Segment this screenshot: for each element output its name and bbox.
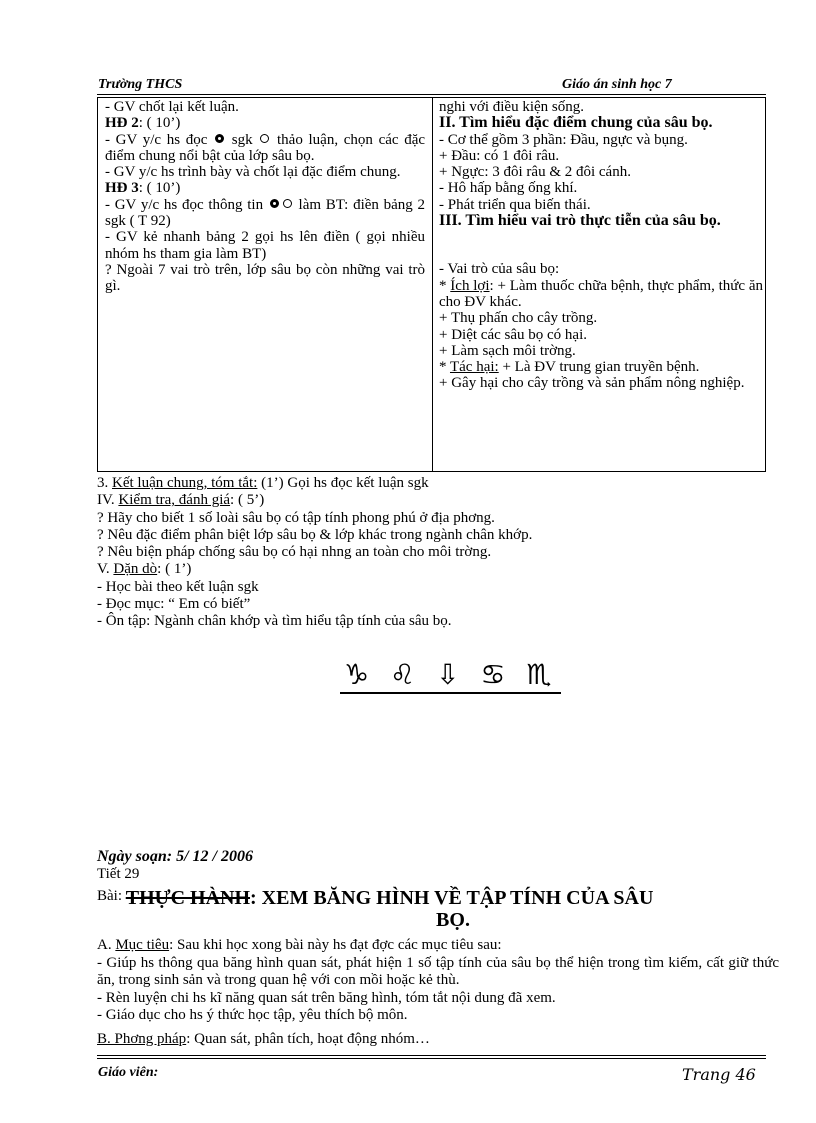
benefit-label: Ích lợi: [450, 277, 490, 294]
right-line: [439, 359, 763, 375]
footer-rule: [97, 1055, 766, 1056]
body-line: [97, 475, 777, 492]
title-label: Bài:: [97, 888, 126, 904]
text-part: V.: [97, 561, 114, 578]
right-line: + Ngực: 3 đôi râu & 2 đôi cánh.: [439, 164, 631, 181]
table-left-column: [105, 99, 425, 295]
text-part: thảo luận, chọn các đặc điểm chung nổi bật của lớp sâu bọ.: [105, 131, 426, 164]
filled-ring-icon: [215, 134, 224, 143]
text-part: *: [439, 277, 451, 294]
lesson-body: [97, 475, 777, 631]
objective-item: - Giúp hs thông qua băng hình quan sát, phát hiện 1 số tập tính của sâu bọ thể hiện trong tìm kiếm, cất giữ thức ăn, trong sinh sản và trong quan hệ với con mồi hoặc kẻ thù.: [97, 954, 779, 988]
decorative-symbols: ♑ ♌ ⇩ ♋ ♏: [340, 658, 561, 694]
text-part: - GV y/c hs đọc: [105, 131, 208, 148]
body-line: - Ôn tập: Ngành chân khớp và tìm hiểu tập tính của sâu bọ.: [97, 613, 452, 630]
right-line: + Đầu: có 1 đôi râu.: [439, 147, 560, 164]
lesson-title: [97, 885, 779, 909]
ring-icon: [260, 134, 269, 143]
left-line: - GV kẻ nhanh bảng 2 gọi hs lên điền ( gọi nhiều nhóm hs tham gia làm BT): [105, 229, 425, 262]
right-line: [439, 278, 763, 311]
period: Tiết 29: [97, 865, 140, 882]
lesson-title-cont: BỌ.: [436, 909, 470, 931]
text-part: làm BT: điền bảng 2 sgk ( T 92): [105, 196, 426, 230]
text-part: : ( 5’): [230, 492, 265, 509]
text-part: IV.: [97, 492, 119, 509]
section-label: Kết luận chung, tóm tắt:: [112, 475, 258, 491]
body-line: - Đọc mục: “ Em có biết”: [97, 596, 251, 613]
body-line: - Học bài theo kết luận sgk: [97, 578, 259, 595]
filled-ring-icon: [270, 199, 279, 208]
section-heading-iii: III. Tìm hiểu vai trò thực tiễn của sâu bọ.: [439, 212, 721, 230]
header-subject: Giáo án sinh học 7: [562, 77, 672, 92]
text-part: : Quan sát, phân tích, hoạt động nhóm…: [186, 1030, 430, 1047]
text-part: : ( 1’): [157, 561, 192, 578]
footer-page: Trang 46: [682, 1065, 756, 1084]
text-part: : Sau khi học xong bài này hs đạt đợc các mục tiêu sau:: [169, 937, 502, 953]
method-line: [97, 1031, 779, 1049]
text-part: sgk: [231, 131, 253, 148]
title-struck: THỰC HÀNH: [125, 887, 251, 909]
text-part: : + Làm thuốc chữa bệnh, thực phẩm, thức ăn cho ĐV khác.: [439, 277, 764, 310]
right-line: + Gây hại cho cây trồng và sản phẩm nông nghiệp.: [439, 375, 745, 392]
right-line: + Diệt các sâu bọ có hại.: [439, 326, 587, 343]
prepared-date: Ngày soạn: 5/ 12 / 2006: [97, 848, 253, 865]
text-part: A.: [97, 937, 116, 953]
body-line: [97, 492, 777, 509]
ring-icon: [283, 199, 292, 208]
left-line: ? Ngoài 7 vai trò trên, lớp sâu bọ còn những vai trò gì.: [105, 261, 425, 295]
text-part: - GV y/c hs đọc thông tin: [105, 196, 264, 213]
objectives-heading: [97, 937, 779, 955]
section-label: Dặn dò: [113, 561, 158, 578]
left-activity-2: [105, 115, 425, 131]
text-part: *: [439, 359, 450, 376]
right-line: nghi với điều kiện sống.: [439, 99, 585, 115]
right-line: - Vai trò của sâu bọ:: [439, 261, 560, 278]
right-line: + Làm sạch môi trờng.: [439, 342, 576, 359]
activity-time: : ( 10’): [138, 180, 181, 197]
left-line: [105, 197, 425, 230]
right-line: + Thụ phấn cho cây trồng.: [439, 310, 598, 327]
table-column-divider: [432, 97, 433, 472]
body-line: ? Nêu đặc điểm phân biệt lớp sâu bọ & lớp khác trong ngành chân khớp.: [97, 526, 533, 543]
footer-teacher: Giáo viên:: [98, 1065, 159, 1080]
spacer: [439, 229, 763, 261]
objective-item: - Giáo dục cho hs ý thức học tập, yêu thích bộ môn.: [97, 1007, 408, 1023]
activity-label: HĐ 3: [105, 180, 139, 197]
right-line: - Hô hấp bằng ống khí.: [439, 180, 578, 197]
right-line: - Cơ thể gồm 3 phần: Đầu, ngực và bụng.: [439, 131, 688, 148]
header-rule: [97, 94, 766, 95]
section-label: B. Phơng pháp: [97, 1030, 187, 1047]
text-part: 3.: [97, 475, 112, 491]
right-line: - Phát triển qua biến thái.: [439, 196, 591, 213]
section-heading-ii: II. Tìm hiểu đặc điểm chung của sâu bọ.: [439, 114, 713, 132]
body-line: ? Nêu biện pháp chống sâu bọ có hại nhng an toàn cho môi trờng.: [97, 544, 492, 561]
objective-item: - Rèn luyện chi hs kĩ năng quan sát trên băng hình, tóm tắt nội dung đã xem.: [97, 989, 556, 1006]
next-lesson: [97, 848, 779, 1048]
activity-label: HĐ 2: [105, 115, 139, 132]
section-label: Mục tiêu: [115, 937, 170, 953]
body-line: ? Hãy cho biết 1 số loài sâu bọ có tập tính phong phú ở địa phơng.: [97, 509, 495, 526]
left-line: - GV chốt lại kết luận.: [105, 99, 239, 115]
header-school: Trường THCS: [98, 77, 183, 92]
harm-label: Tác hại:: [449, 359, 499, 376]
left-line: - GV y/c hs trình bày và chốt lại đặc điểm chung.: [105, 164, 401, 181]
left-activity-3: [105, 180, 425, 196]
left-line: [105, 132, 425, 165]
section-label: Kiểm tra, đánh giá: [118, 492, 231, 509]
text-part: + Là ĐV trung gian truyền bệnh.: [498, 359, 700, 376]
text-part: (1’) Gọi hs đọc kết luận sgk: [257, 475, 429, 491]
body-line: [97, 561, 777, 578]
footer-rule-2: [97, 1058, 766, 1059]
title-rest: : XEM BĂNG HÌNH VỀ TẬP TÍNH CỦA SÂU: [250, 887, 654, 909]
table-right-column: [439, 99, 763, 392]
activity-time: : ( 10’): [138, 115, 181, 132]
